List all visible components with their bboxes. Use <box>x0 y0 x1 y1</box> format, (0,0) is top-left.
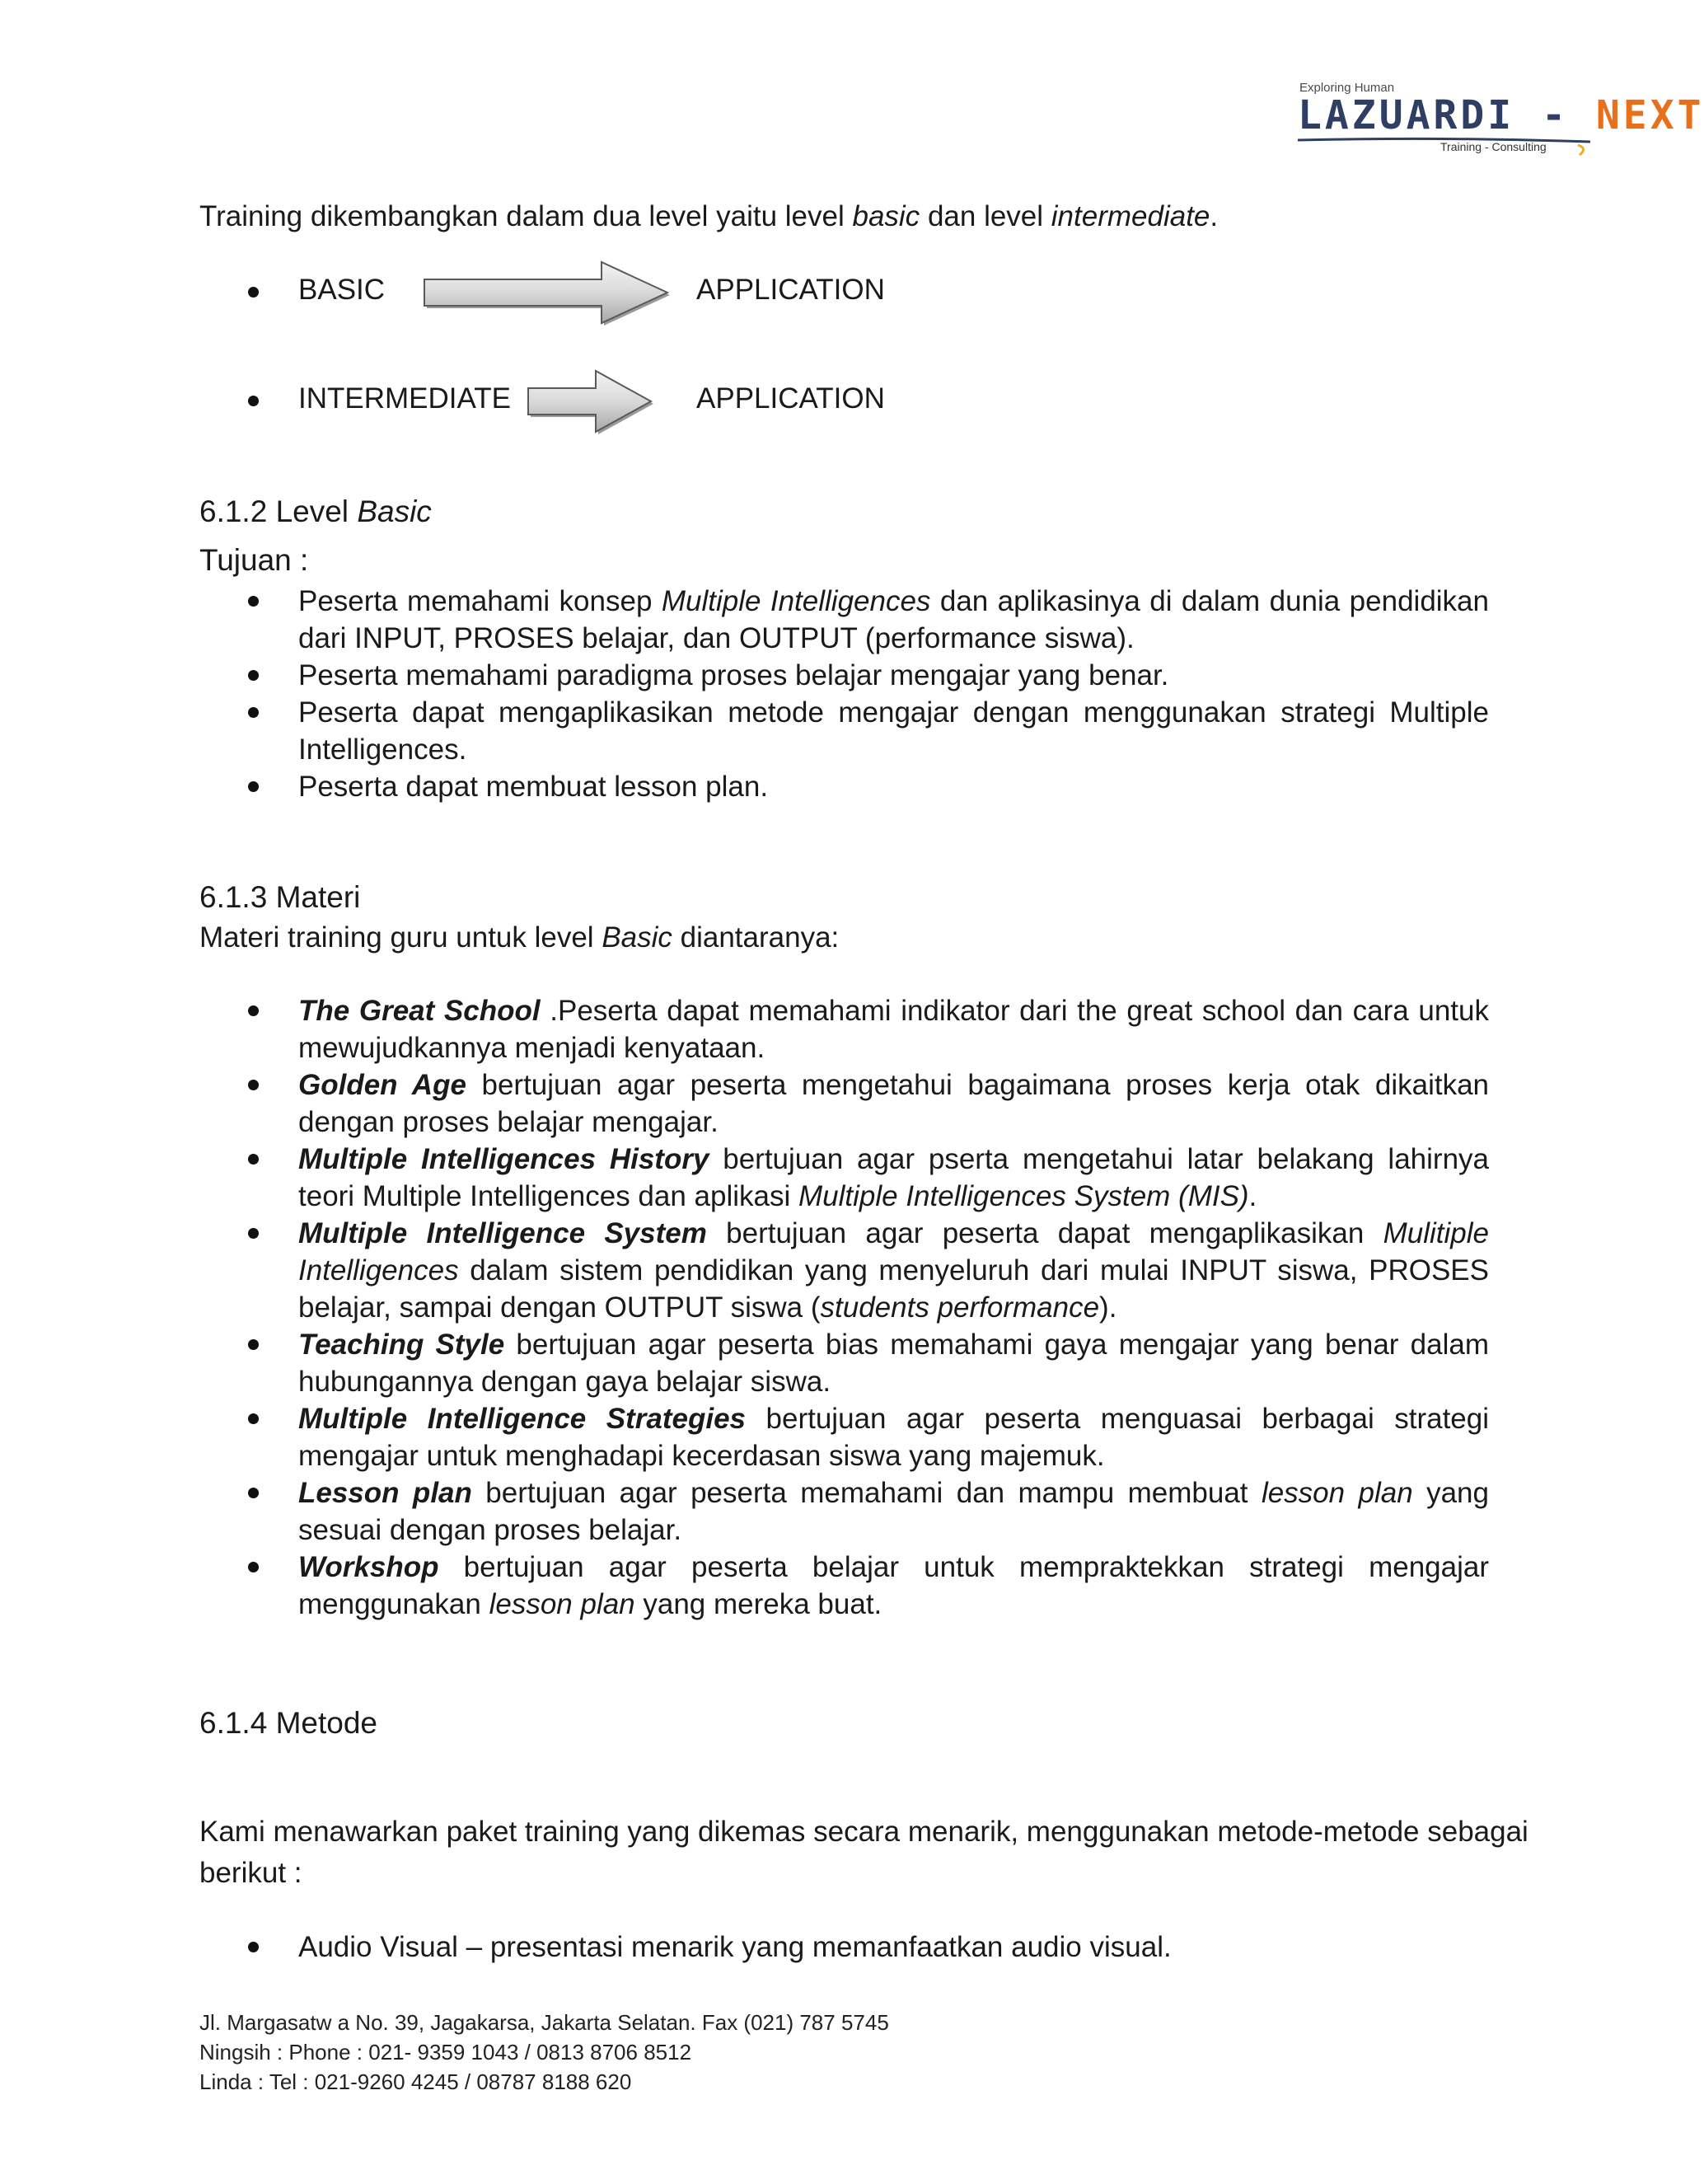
materi-intro-text: Materi training guru untuk level <box>199 921 602 954</box>
metode-paragraph-line-2: berikut : <box>199 1857 302 1889</box>
bullet-icon <box>248 396 259 406</box>
item-emphasis: lesson plan <box>489 1588 635 1620</box>
materi-intro-italic: Basic <box>602 921 672 954</box>
list-item <box>0 1215 1489 1326</box>
list-item <box>0 657 1489 694</box>
goal-text: Peserta dapat mengaplikasikan metode mengajar dengan menggunakan strategi Multiple Intelligences. <box>298 696 1489 766</box>
bullet-icon <box>248 1562 259 1572</box>
list-item <box>0 1549 1489 1623</box>
list-item <box>0 1474 1489 1549</box>
metode-paragraph-line-1: Kami menawarkan paket training yang dikemas secara menarik, menggunakan metode-metode sebagai <box>199 1816 1528 1848</box>
list-item <box>0 1066 1489 1141</box>
footer-address: Jl. Margasatw a No. 39, Jagakarsa, Jakarta Selatan. Fax (021) 787 5745 <box>199 2010 889 2035</box>
item-text-post: ). <box>1099 1291 1117 1324</box>
bullet-icon <box>248 1339 259 1350</box>
item-text-post: yang sesuai dengan proses belajar. <box>298 1477 1489 1546</box>
intro-text-middle: dan level <box>920 200 1051 232</box>
footer-contact-ningsih: Ningsih : Phone : 021- 9359 1043 / 0813 8706 8512 <box>199 2040 692 2064</box>
heading-italic: Basic <box>357 494 432 528</box>
bullet-icon <box>248 781 259 792</box>
item-title: Lesson plan <box>298 1477 472 1509</box>
tujuan-label: Tujuan : <box>199 543 309 577</box>
logo-brand <box>1298 92 1704 138</box>
intro-intermediate: intermediate <box>1051 200 1210 232</box>
heading-text: 6.1.2 Level <box>199 494 358 528</box>
item-text: bertujuan agar peserta memahami dan mampu membuat <box>471 1477 1262 1509</box>
bullet-icon <box>248 707 259 718</box>
goals-list <box>0 583 1688 805</box>
materi-intro <box>199 919 839 956</box>
item-text-post: yang mereka buat. <box>634 1588 882 1620</box>
intro-suffix: . <box>1210 200 1219 232</box>
logo-brand-separator: - <box>1514 92 1596 138</box>
list-item <box>0 694 1489 768</box>
item-emphasis-2: students performance <box>820 1291 1100 1324</box>
item-text: bertujuan agar peserta menguasai berbagai strategi mengajar untuk menghadapi kecerdasan siswa yang majemuk. <box>298 1403 1489 1472</box>
item-emphasis: Multiple Intelligences System (MIS) <box>798 1180 1249 1212</box>
page-footer <box>199 2008 889 2097</box>
item-title: Multiple Intelligence System <box>298 1217 707 1249</box>
logo-brand-secondary: NEXT <box>1595 92 1704 138</box>
bullet-icon <box>248 1413 259 1424</box>
item-text: bertujuan agar peserta mengetahui bagaimana proses kerja otak dikaitkan dengan proses belajar mengajar. <box>298 1069 1489 1138</box>
flow-row-intermediate <box>0 377 989 427</box>
flow-to-label: APPLICATION <box>696 274 885 306</box>
item-text: bertujuan agar peserta dapat mengaplikasikan <box>706 1217 1383 1249</box>
bullet-icon <box>248 1154 259 1165</box>
item-title: Multiple Intelligence Strategies <box>298 1403 747 1435</box>
right-arrow-icon <box>420 257 672 328</box>
bullet-icon <box>248 287 259 298</box>
intro-text: Training dikembangkan dalam dua level yaitu level <box>199 200 853 232</box>
heading-materi: 6.1.3 Materi <box>199 880 361 914</box>
materi-list <box>0 992 1688 1623</box>
bullet-icon <box>248 1080 259 1090</box>
logo-brand-primary: LAZUARDI <box>1298 92 1515 138</box>
item-title: Multiple Intelligences History <box>298 1143 709 1175</box>
company-logo <box>1298 81 1704 163</box>
bullet-icon <box>248 1228 259 1239</box>
bullet-icon <box>248 596 259 607</box>
item-text-post: . <box>1248 1180 1257 1212</box>
materi-intro-suffix: diantaranya: <box>672 921 840 954</box>
bullet-icon <box>248 1005 259 1016</box>
goal-text: Peserta memahami paradigma proses belajar mengajar yang benar. <box>298 659 1169 691</box>
list-item <box>0 1929 1489 1966</box>
item-title: Workshop <box>298 1551 439 1583</box>
item-text: bertujuan agar peserta bias memahami gaya mengajar yang benar dalam hubungannya dengan gaya belajar siswa. <box>298 1329 1490 1398</box>
item-title: The Great School <box>298 995 541 1027</box>
item-title: Golden Age <box>298 1069 466 1101</box>
item-emphasis: lesson plan <box>1261 1477 1413 1509</box>
goal-text: Peserta dapat membuat lesson plan. <box>298 771 769 803</box>
item-text: .Peserta dapat memahami indikator dari the great school dan cara untuk mewujudkannya menjadi kenyataan. <box>298 995 1490 1064</box>
intro-basic: basic <box>852 200 920 232</box>
flow-from-label: BASIC <box>298 274 386 306</box>
right-arrow-icon <box>526 366 656 437</box>
list-item <box>0 583 1489 657</box>
heading-metode: 6.1.4 Metode <box>199 1706 377 1740</box>
intro-paragraph <box>199 198 1218 235</box>
logo-tagline: Exploring Human <box>1299 81 1395 95</box>
list-item <box>0 1141 1489 1215</box>
metode-paragraph <box>199 1811 1528 1894</box>
list-item <box>0 992 1489 1066</box>
heading-level-basic <box>199 493 432 531</box>
item-emphasis: Mulitiple Intelligences <box>298 1217 1489 1286</box>
goal-emphasis: Multiple Intelligences <box>661 585 931 617</box>
bullet-icon <box>248 1488 259 1498</box>
item-text: bertujuan agar peserta belajar untuk mempraktekkan strategi mengajar menggunakan <box>298 1551 1489 1620</box>
goal-text: Peserta memahami konsep <box>298 585 662 617</box>
list-item <box>0 1326 1489 1400</box>
logo-subtitle: Training - Consulting <box>1440 140 1547 153</box>
metode-item-text: Audio Visual – presentasi menarik yang memanfaatkan audio visual. <box>298 1931 1172 1963</box>
bullet-icon <box>248 1942 259 1952</box>
item-text: bertujuan agar pserta mengetahui latar belakang lahirnya teori Multiple Intelligences dan aplikasi <box>298 1143 1489 1212</box>
flow-to-label: APPLICATION <box>696 382 885 415</box>
footer-contact-linda: Linda : Tel : 021-9260 4245 / 08787 8188 620 <box>199 2069 632 2094</box>
goal-text-post: dan aplikasinya di dalam dunia pendidikan dari INPUT, PROSES belajar, dan OUTPUT (performance siswa). <box>298 585 1489 654</box>
list-item <box>0 1400 1489 1474</box>
item-title: Teaching Style <box>298 1329 505 1361</box>
flow-from-label: INTERMEDIATE <box>298 382 511 415</box>
list-item <box>0 768 1489 805</box>
bullet-icon <box>248 670 259 681</box>
metode-list <box>0 1929 1688 1966</box>
item-text-mid: dalam sistem pendidikan yang menyeluruh dari mulai INPUT siswa, PROSES belajar, sampai dengan OUTPUT siswa ( <box>298 1254 1489 1324</box>
flow-row-basic <box>0 269 989 318</box>
